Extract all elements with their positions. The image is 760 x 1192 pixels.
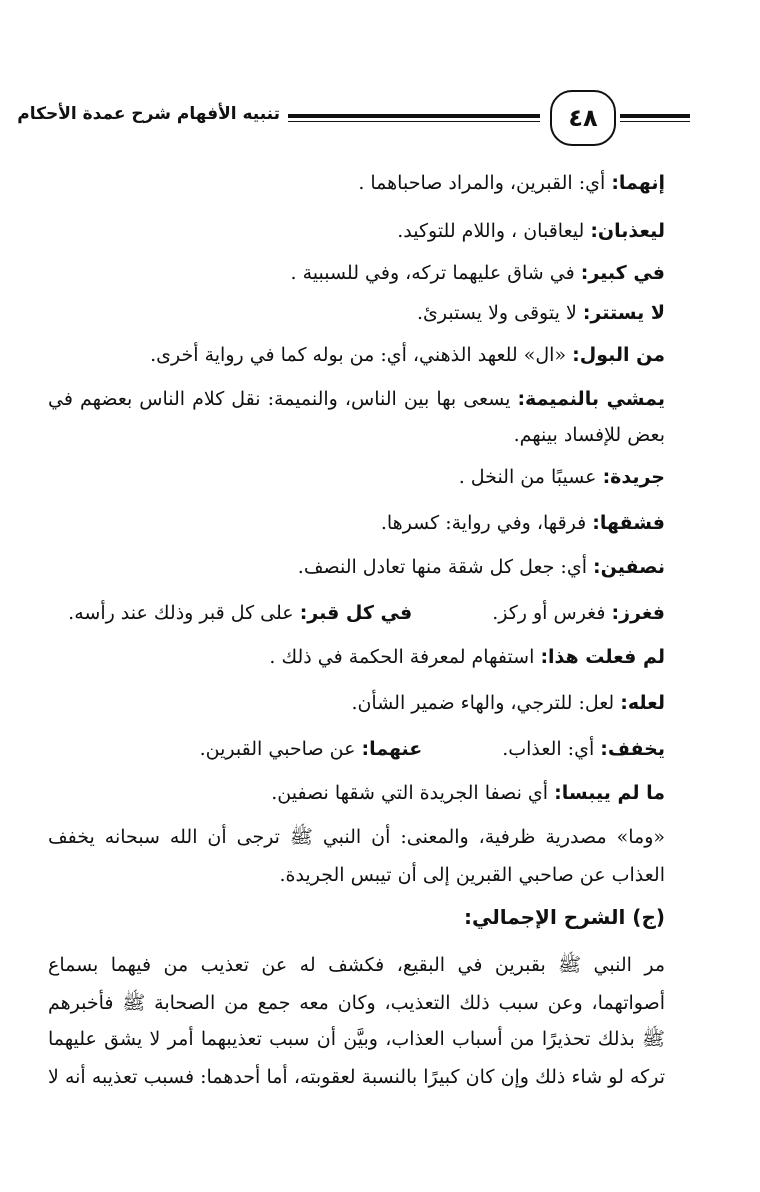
glossary-definition: أي: جعل كل شقة منها تعادل النصف.	[297, 556, 594, 578]
book-title: تنبيه الأفهام شرح عمدة الأحكام	[17, 104, 280, 124]
glossary-term: إنهما:	[611, 172, 665, 194]
glossary-definition: فغرس أو ركز.	[492, 602, 612, 624]
section-heading: (ج) الشرح الإجمالي:	[463, 905, 665, 929]
header-rule-right-thin	[620, 121, 690, 122]
page-header	[17, 88, 690, 148]
glossary-term: في كل قبر:	[299, 602, 413, 624]
glossary-definition: ليعاقبان ، واللام للتوكيد.	[397, 220, 591, 242]
glossary-term: ليعذبان:	[590, 220, 665, 242]
glossary-entry	[459, 462, 665, 492]
header-rule-left	[288, 114, 540, 118]
glossary-continuation: بعض للإفساد بينهم.	[513, 424, 665, 446]
glossary-definition: عسيبًا من النخل .	[458, 466, 603, 488]
glossary-term: عنهما:	[361, 738, 423, 760]
glossary-term: في كبير:	[580, 262, 665, 284]
glossary-definition: استفهام لمعرفة الحكمة في ذلك .	[269, 646, 541, 668]
paragraph-line: تركه لو شاء ذلك وإن كان كبيرًا بالنسبة لعقوبته، أما أحدهما: فسبب تعذيبه أنه لا	[48, 1066, 665, 1088]
glossary-definition: فرقها، وفي رواية: كسرها.	[380, 512, 593, 534]
glossary-entry	[271, 778, 665, 808]
glossary-term: ما لم ييبسا:	[554, 782, 665, 804]
glossary-entry	[68, 598, 665, 628]
glossary-definition: «ال» للعهد الذهني، أي: من بوله كما في رواية أخرى.	[150, 344, 573, 366]
glossary-term: فشقها:	[592, 512, 665, 534]
paragraph-line: «وما» مصدرية ظرفية، والمعنى: أن النبي ﷺ ترجى أن الله سبحانه يخفف	[48, 826, 665, 848]
glossary-definition: أي: العذاب.	[502, 738, 601, 760]
glossary-entry	[397, 216, 665, 246]
glossary-definition: لعل: للترجي، والهاء ضمير الشأن.	[351, 692, 621, 714]
glossary-entry	[150, 340, 665, 370]
glossary-definition: أي نصفا الجريدة التي شقها نصفين.	[271, 782, 555, 804]
glossary-definition: يسعى بها بين الناس، والنميمة: نقل كلام الناس بعضهم في	[48, 388, 518, 410]
header-rule-left-thin	[288, 121, 540, 122]
glossary-entry	[291, 258, 666, 288]
glossary-definition: أي: القبرين، والمراد صاحباهما .	[358, 172, 612, 194]
glossary-definition: عن صاحبي القبرين.	[199, 738, 362, 760]
glossary-definition: لا يتوقى ولا يستبرئ.	[416, 302, 583, 324]
header-rule-right	[620, 114, 690, 118]
glossary-term: يمشي بالنميمة:	[517, 388, 665, 410]
paragraph-line: العذاب عن صاحبي القبرين إلى أن تيبس الجريدة.	[279, 864, 665, 886]
glossary-entry	[269, 642, 665, 672]
glossary-entry	[351, 688, 665, 718]
glossary-term: نصفين:	[593, 556, 665, 578]
paragraph-line: أصواتهما، وعن سبب ذلك التعذيب، وكان معه جمع من الصحابة ﷺ فأخبرهم	[48, 992, 665, 1014]
glossary-term: لا يستتر:	[582, 302, 665, 324]
glossary-term: يخفف:	[600, 738, 665, 760]
paragraph-line: ﷺ بذلك تحذيرًا من أسباب العذاب، وبيَّن أن سبب تعذيبهما أمر لا يشق عليهما	[48, 1028, 665, 1050]
glossary-entry	[417, 298, 665, 328]
glossary-entry	[200, 734, 665, 764]
glossary-definition: في شاق عليهما تركه، وفي للسببية .	[290, 262, 581, 284]
glossary-entry	[298, 552, 665, 582]
glossary-definition: على كل قبر وذلك عند رأسه.	[68, 602, 300, 624]
glossary-term: من البول:	[572, 344, 665, 366]
page-number: ٤٨	[550, 90, 616, 146]
glossary-entry	[48, 384, 665, 414]
glossary-entry	[381, 508, 665, 538]
glossary-term: جريدة:	[602, 466, 665, 488]
glossary-term: لعله:	[620, 692, 665, 714]
paragraph-line: مر النبي ﷺ بقبرين في البقيع، فكشف له عن تعذيب من فيهما بسماع	[48, 954, 665, 976]
glossary-term: لم فعلت هذا:	[540, 646, 665, 668]
glossary-term: فغرز:	[611, 602, 665, 624]
glossary-entry	[358, 168, 665, 198]
